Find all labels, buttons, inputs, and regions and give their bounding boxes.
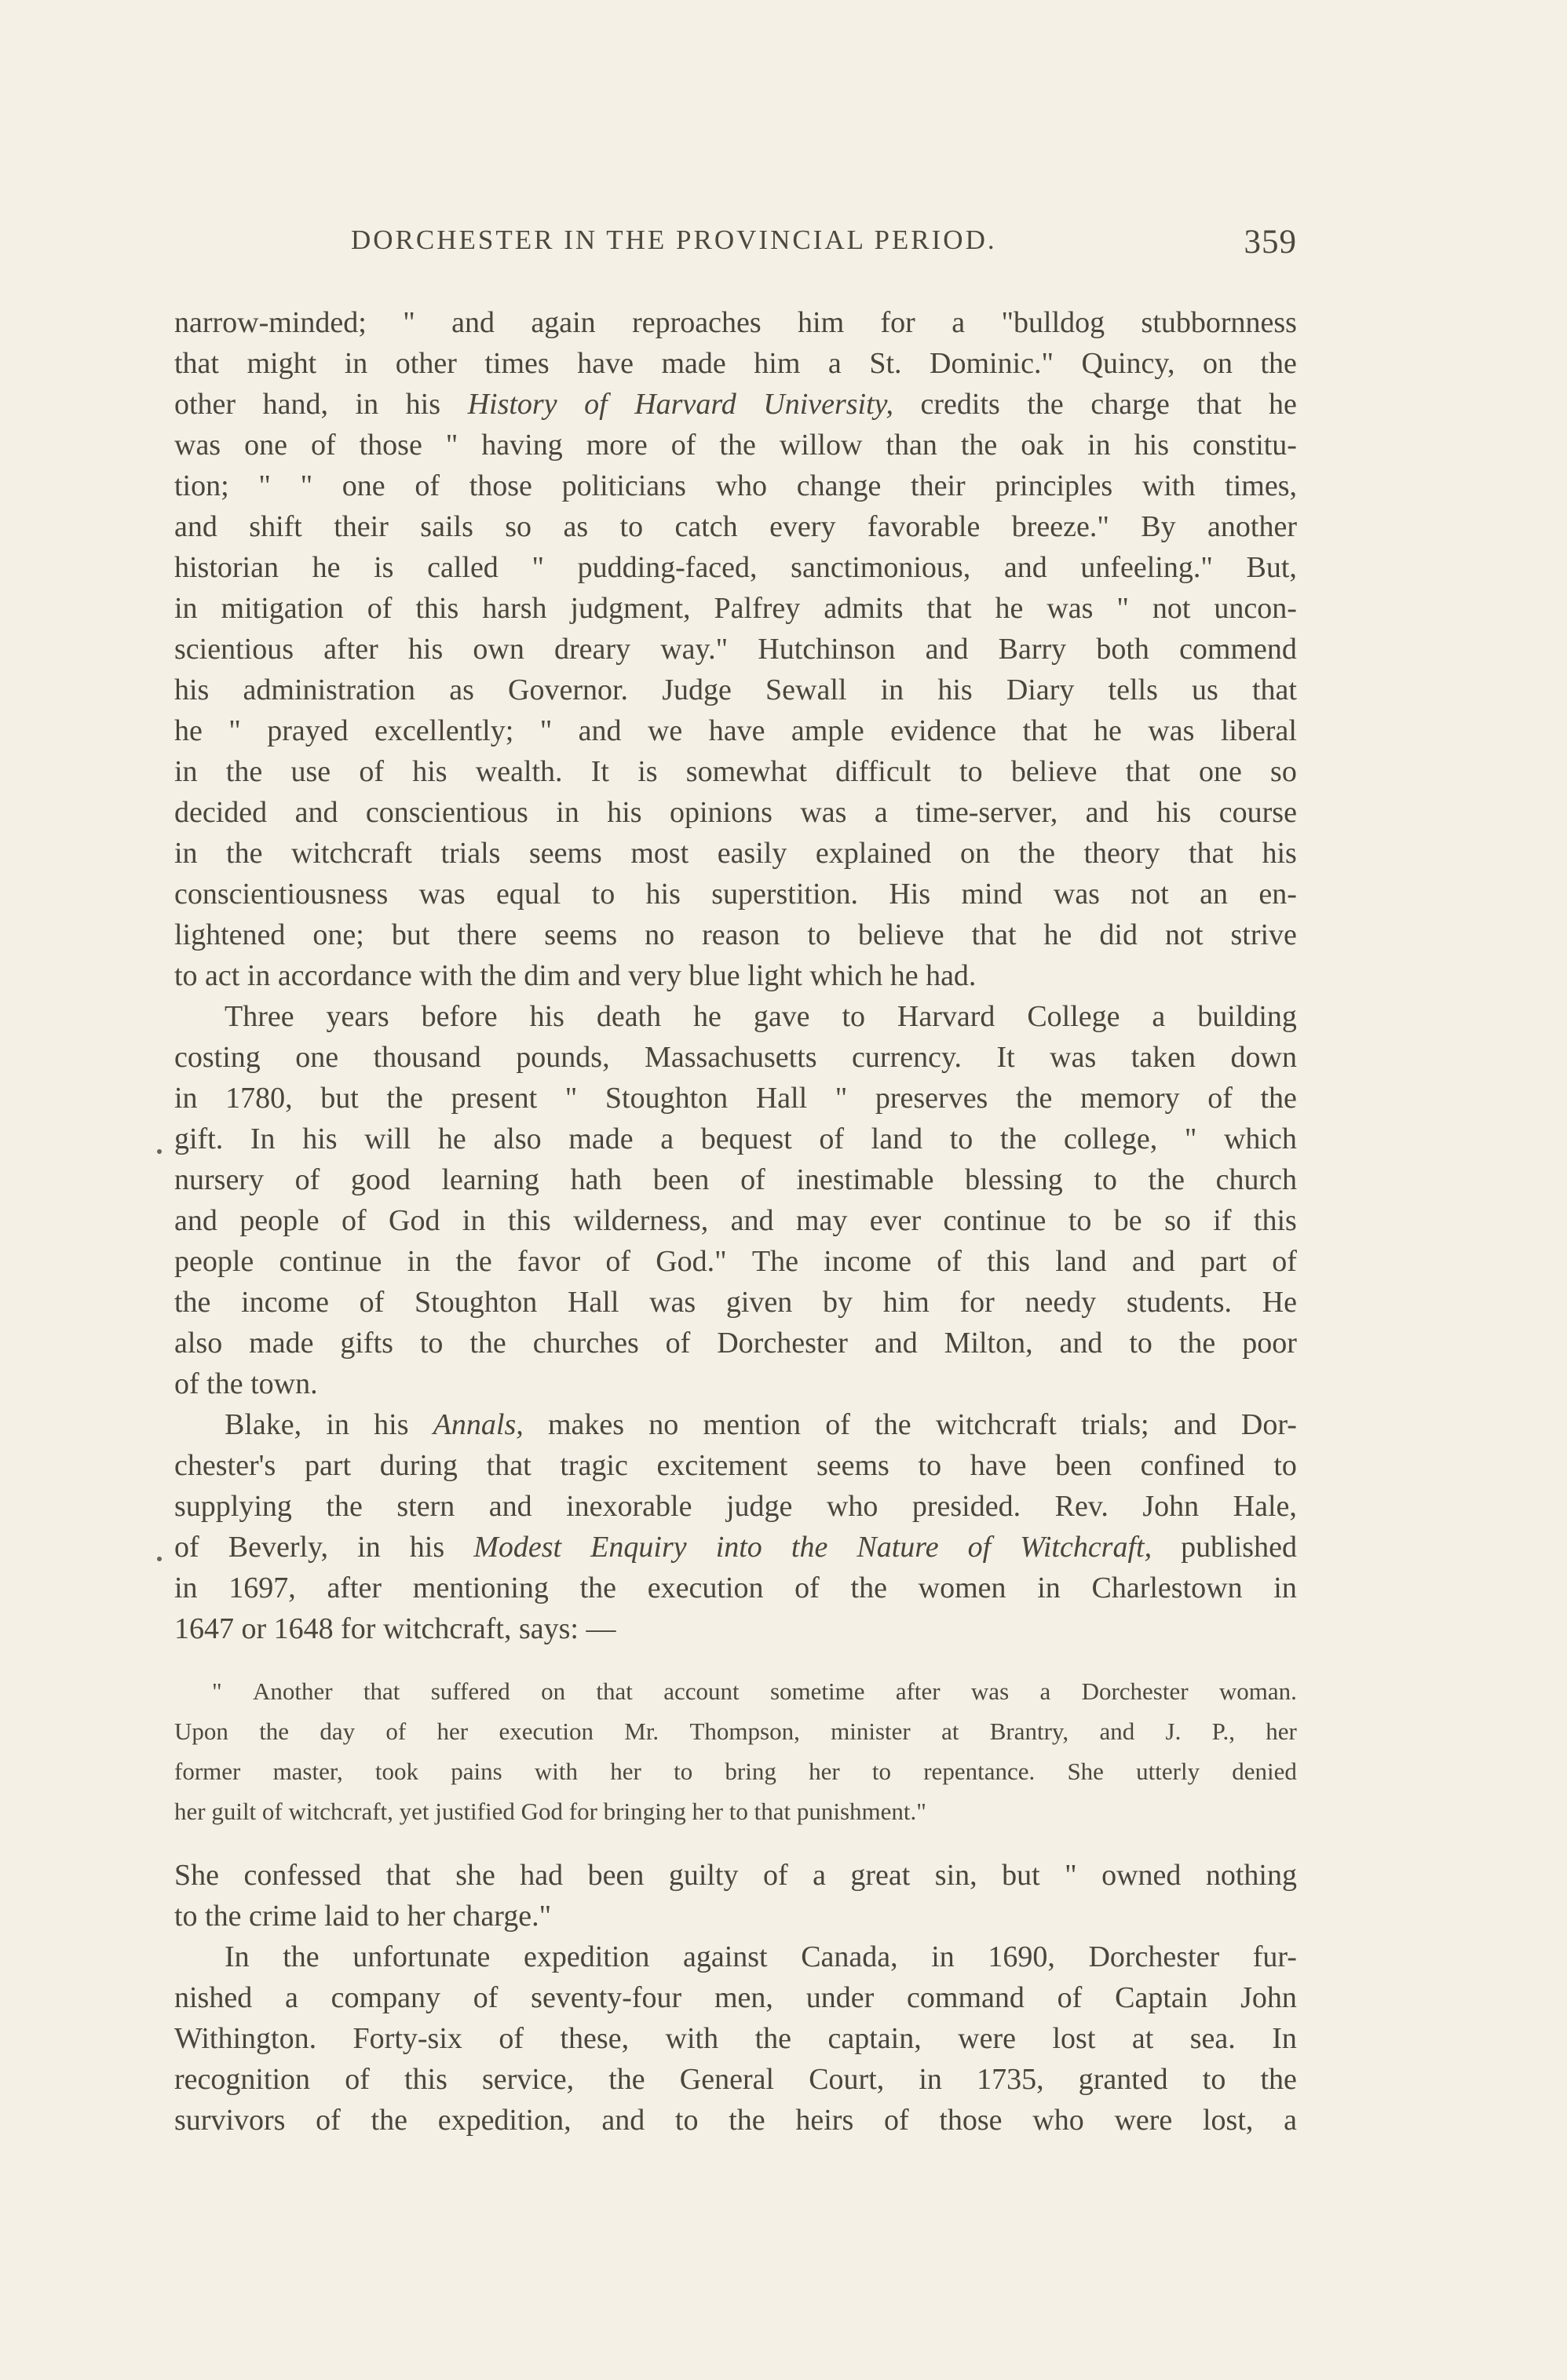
text-line: supplying the stern and inexorable judge who presided. Rev. John Hale, xyxy=(174,1490,1297,1523)
block-quotation xyxy=(174,1671,1297,1831)
text-line: also made gifts to the churches of Dorchester and Milton, and to the poor xyxy=(174,1327,1297,1360)
text-line: nished a company of seventy-four men, under command of Captain John xyxy=(174,1981,1297,2014)
book-page xyxy=(174,0,1297,2380)
paragraph-1 xyxy=(174,302,1297,996)
text-line: 1647 or 1648 for witchcraft, says: — xyxy=(174,1612,616,1645)
text-line: and shift their sails so as to catch every favorable breeze." By another xyxy=(174,510,1297,543)
text-line: recognition of this service, the General Court, in 1735, granted to the xyxy=(174,2063,1297,2096)
text-line: decided and conscientious in his opinions was a time-server, and his course xyxy=(174,796,1297,829)
text-line: scientious after his own dreary way." Hutchinson and Barry both commend xyxy=(174,633,1297,666)
text-line: to act in accordance with the dim and very blue light which he had. xyxy=(174,959,977,992)
text-line: She confessed that she had been guilty of a great sin, but " owned nothing xyxy=(174,1859,1297,1892)
paragraph-4 xyxy=(174,1855,1297,1936)
text-line: was one of those " having more of the willow than the oak in his constitu- xyxy=(174,429,1297,462)
text-line: survivors of the expedition, and to the heirs of those who were lost, a xyxy=(174,2104,1297,2137)
paragraph-2 xyxy=(174,996,1297,1404)
paragraph-3 xyxy=(174,1404,1297,1649)
text-line: he " prayed excellently; " and we have ample evidence that he was liberal xyxy=(174,714,1297,747)
text-line: the income of Stoughton Hall was given by him for needy students. He xyxy=(174,1286,1297,1319)
quotation-line: her guilt of witchcraft, yet justified God for bringing her to that punishment." xyxy=(174,1798,926,1825)
text-line: of the town. xyxy=(174,1367,318,1400)
text-line: to the crime laid to her charge." xyxy=(174,1900,552,1933)
text-line: narrow-minded; " and again reproaches him for a "bulldog stubbornness xyxy=(174,306,1297,339)
text-line: historian he is called " pudding-faced, sanctimonious, and unfeeling." But, xyxy=(174,551,1297,584)
text-line: Three years before his death he gave to Harvard College a building xyxy=(225,1000,1297,1033)
text-line: tion; " " one of those politicians who change their principles with times, xyxy=(174,469,1297,502)
quotation-line: Upon the day of her execution Mr. Thompson, minister at Brantry, and J. P., her xyxy=(174,1717,1297,1745)
text-line: that might in other times have made him a St. Dominic." Quincy, on the xyxy=(174,347,1297,380)
text-line: other hand, in his History of Harvard University, credits the charge that he xyxy=(174,388,1297,421)
text-line: people continue in the favor of God." The income of this land and part of xyxy=(174,1245,1297,1278)
text-line: gift. In his will he also made a bequest of land to the college, " which xyxy=(174,1122,1297,1155)
running-title: DORCHESTER IN THE PROVINCIAL PERIOD. xyxy=(351,224,997,255)
text-line: lightened one; but there seems no reason to believe that he did not strive xyxy=(174,918,1297,951)
text-line: nursery of good learning hath been of inestimable blessing to the church xyxy=(174,1163,1297,1196)
text-line: costing one thousand pounds, Massachusetts currency. It was taken down xyxy=(174,1041,1297,1074)
paragraph-5 xyxy=(174,1936,1297,2141)
text-line: conscientiousness was equal to his superstition. His mind was not an en- xyxy=(174,878,1297,911)
text-line: and people of God in this wilderness, and may ever continue to be so if this xyxy=(174,1204,1297,1237)
text-line: of Beverly, in his Modest Enquiry into the Nature of Witchcraft, published xyxy=(174,1531,1297,1564)
text-line: in the witchcraft trials seems most easily explained on the theory that his xyxy=(174,837,1297,870)
running-head xyxy=(174,224,1297,272)
text-line: in the use of his wealth. It is somewhat difficult to believe that one so xyxy=(174,755,1297,788)
text-line: in 1780, but the present " Stoughton Hall " preserves the memory of the xyxy=(174,1082,1297,1115)
quotation-line: former master, took pains with her to bring her to repentance. She utterly denied xyxy=(174,1758,1297,1785)
margin-speck xyxy=(157,1557,162,1561)
body-text xyxy=(174,302,1297,2141)
text-line: Withington. Forty-six of these, with the captain, were lost at sea. In xyxy=(174,2022,1297,2055)
text-line: in 1697, after mentioning the execution of the women in Charlestown in xyxy=(174,1571,1297,1604)
text-line: in mitigation of this harsh judgment, Palfrey admits that he was " not uncon- xyxy=(174,592,1297,625)
margin-speck xyxy=(157,1149,162,1154)
text-line: chester's part during that tragic excitement seems to have been confined to xyxy=(174,1449,1297,1482)
quotation-line: " Another that suffered on that account sometime after was a Dorchester woman. xyxy=(212,1677,1297,1705)
page-number: 359 xyxy=(1244,224,1297,261)
text-line: Blake, in his Annals, makes no mention of the witchcraft trials; and Dor- xyxy=(225,1408,1297,1441)
text-line: In the unfortunate expedition against Canada, in 1690, Dorchester fur- xyxy=(225,1940,1297,1973)
text-line: his administration as Governor. Judge Sewall in his Diary tells us that xyxy=(174,673,1297,706)
